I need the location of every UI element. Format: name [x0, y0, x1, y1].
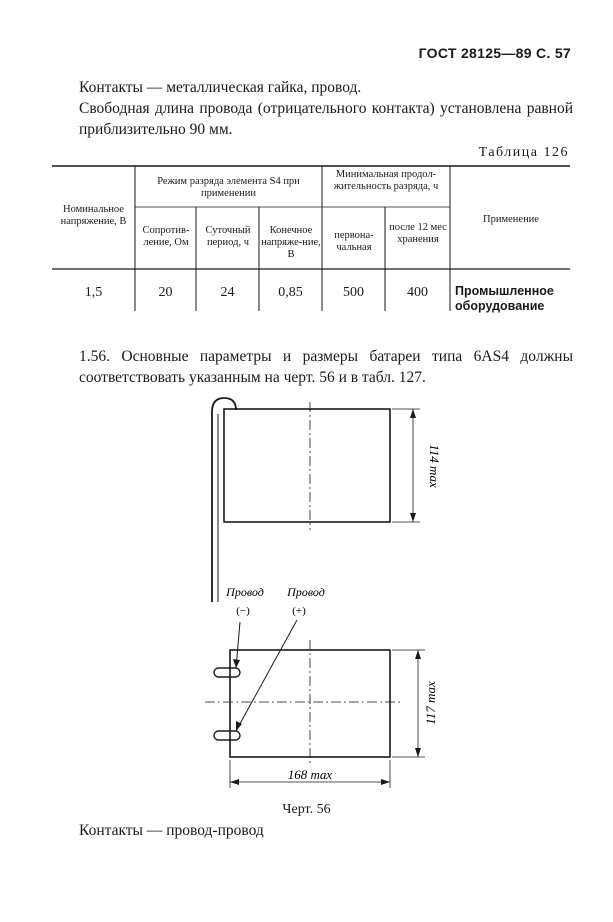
th-min-duration: Минимальная продол-жительность разряда, ч	[333, 169, 439, 192]
table-caption: Таблица 126	[478, 145, 569, 160]
th-daily-period: Суточный период, ч	[205, 225, 251, 248]
dim-height-bottom: 117 max	[423, 681, 438, 725]
wire-positive-sign: (+)	[292, 605, 306, 617]
th-initial: первона-чальная	[334, 230, 374, 253]
battery-side-view	[224, 409, 390, 522]
contact-negative	[214, 668, 240, 677]
th-discharge-mode: Режим разряда элемента S4 при применении	[157, 176, 300, 199]
td-initial: 500	[343, 285, 364, 300]
th-after-storage: после 12 мес хранения	[389, 222, 447, 245]
wire-positive-label: Провод	[287, 585, 325, 599]
section-1-56: 1.56. Основные параметры и размеры батареи типа 6AS4 должны соответствовать указанным на черт. 56 и в табл. 127.	[79, 348, 573, 386]
free-length-paragraph: Свободная длина провода (отрицательного контакта) установлена равной приблизительно 90 мм.	[79, 100, 573, 138]
td-application: Промышленное оборудование	[455, 284, 554, 313]
td-resistance: 20	[158, 285, 173, 300]
page-header: ГОСТ 28125—89 С. 57	[418, 45, 571, 61]
dim-width: 168 max	[287, 767, 333, 782]
figure-caption: Черт. 56	[282, 802, 331, 817]
td-final-voltage: 0,85	[278, 285, 303, 300]
td-after-storage: 400	[407, 285, 428, 300]
contacts-footer: Контакты — провод-провод	[79, 822, 264, 839]
th-final-voltage: Конечное напряже-ние, В	[261, 225, 321, 260]
th-resistance: Сопротив-ление, Ом	[142, 225, 190, 248]
contacts-paragraph: Контакты — металлическая гайка, провод.	[79, 79, 362, 96]
wire-negative-sign: (−)	[236, 605, 250, 617]
dim-height-top: 114 max	[427, 444, 442, 488]
th-application: Применение	[483, 214, 539, 225]
contact-positive	[214, 731, 240, 740]
th-nominal-voltage: Номинальное напряжение, В	[60, 204, 127, 227]
td-daily-period: 24	[220, 285, 235, 300]
td-nominal-voltage: 1,5	[84, 285, 103, 300]
wire-negative-label: Провод	[226, 585, 264, 599]
